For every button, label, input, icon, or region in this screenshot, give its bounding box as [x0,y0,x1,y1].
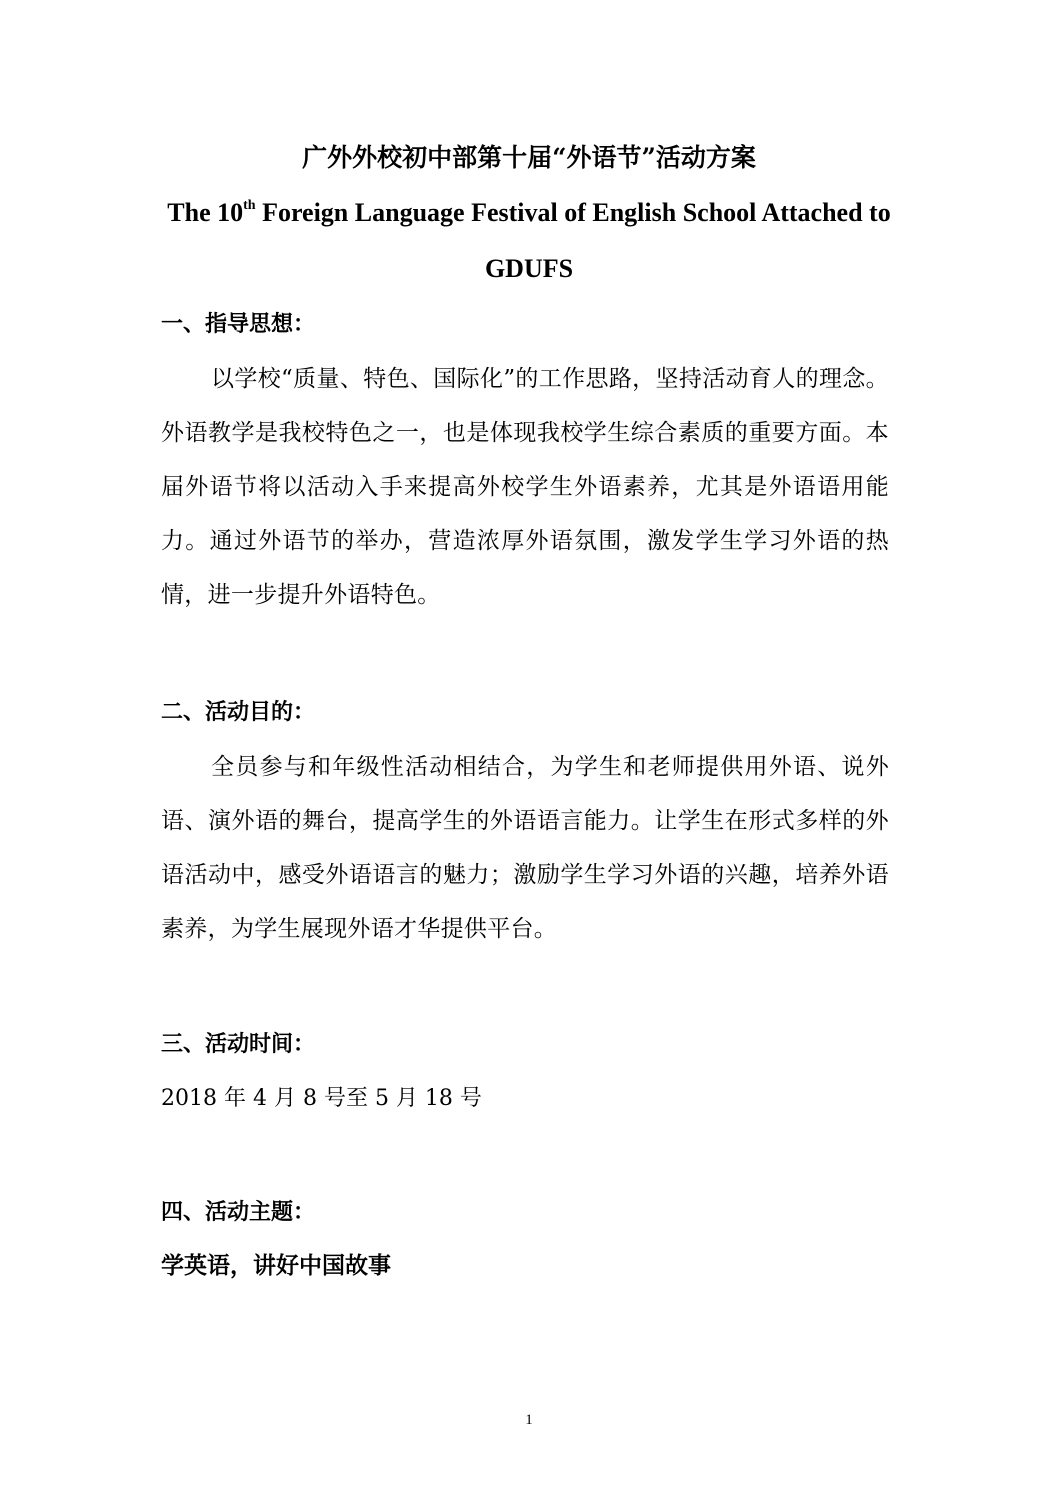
document-title-english-line2: GDUFS [484,254,574,283]
section-heading-activity-purpose: 二、活动目的： [161,699,316,725]
section-body-activity-purpose: 全员参与和年级性活动相结合，为学生和老师提供用外语、说外语、演外语的舞台，提高学生的外语语言能力。让学生在形式多样的外语活动中，感受外语语言的魅力；激励学生学习外语的兴趣，培养外语素养，为学生展现外语才华提供平台。 [161,754,889,942]
section-heading-guiding-ideology: 一、指导思想： [161,311,316,337]
document-title-english [0,193,1058,233]
title-english-rest: Foreign Language Festival of English School Attached to [255,198,891,227]
title-english-prefix: The 10 [167,198,244,227]
section-heading-activity-time: 三、活动时间： [161,1031,316,1057]
title-english-superscript: th [243,198,256,214]
section-heading-activity-theme: 四、活动主题： [161,1199,316,1225]
section-body-activity-theme: 学英语，讲好中国故事 [161,1252,391,1279]
document-title-chinese: 广外外校初中部第十届“外语节”活动方案 [302,143,756,172]
section-body-guiding-ideology: 以学校“质量、特色、国际化”的工作思路，坚持活动育人的理念。外语教学是我校特色之一，也是体现我校学生综合素质的重要方面。本届外语节将以活动入手来提高外校学生外语素养，尤其是外语语用能力。通过外语节的举办，营造浓厚外语氛围，激发学生学习外语的热情，进一步提升外语特色。 [161,366,889,608]
section-body-activity-time: 2018 年 4 月 8 号至 5 月 18 号 [161,1086,482,1111]
page-number: 1 [525,1412,533,1428]
